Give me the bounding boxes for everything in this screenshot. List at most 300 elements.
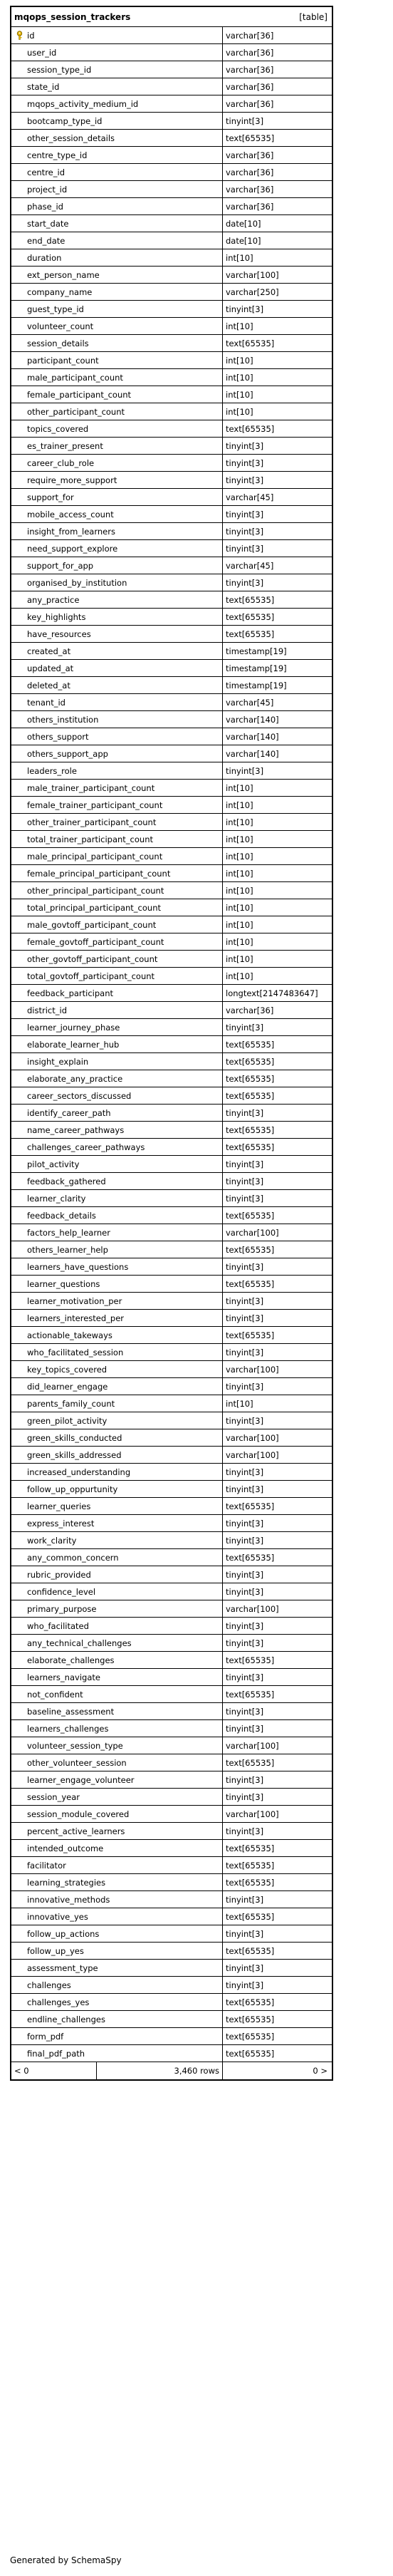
column-name: total_principal_participant_count <box>27 902 162 913</box>
table-header <box>11 7 332 27</box>
column-type: varchar[36] <box>226 47 274 58</box>
column-type: tinyint[3] <box>226 1107 264 1118</box>
table-row <box>11 1891 332 1908</box>
column-name: green_pilot_activity <box>27 1415 108 1426</box>
column-type: text[65535] <box>226 1056 275 1067</box>
column-name-cell <box>11 1036 223 1052</box>
column-type: text[65535] <box>226 1142 275 1152</box>
table-row <box>11 1737 332 1754</box>
column-list <box>11 27 332 2062</box>
table-row <box>11 1447 332 1464</box>
column-name: learner_clarity <box>27 1193 86 1204</box>
table-row <box>11 420 332 438</box>
column-name-cell <box>11 369 223 386</box>
column-type: tinyint[3] <box>226 1962 264 1973</box>
table-row <box>11 130 332 147</box>
column-name: other_principal_participant_count <box>27 885 164 896</box>
column-name: insight_explain <box>27 1056 89 1067</box>
column-name-cell <box>11 1276 223 1292</box>
column-name: volunteer_count <box>27 321 94 331</box>
column-name-cell <box>11 1566 223 1583</box>
table-row <box>11 711 332 728</box>
table-row <box>11 523 332 540</box>
table-row <box>11 1618 332 1635</box>
column-type: text[65535] <box>226 2031 275 2042</box>
column-type: int[10] <box>226 355 253 366</box>
column-name: es_trainer_present <box>27 440 103 451</box>
column-type: text[65535] <box>226 1997 275 2007</box>
table-row <box>11 1361 332 1378</box>
column-type: text[65535] <box>226 1945 275 1956</box>
table-row <box>11 745 332 762</box>
column-name: baseline_assessment <box>27 1706 115 1717</box>
column-name-cell <box>11 2011 223 2027</box>
table-row <box>11 1122 332 1139</box>
table-row <box>11 27 332 44</box>
column-name: parents_family_count <box>27 1398 115 1409</box>
column-type: tinyint[3] <box>226 1176 264 1186</box>
column-name-cell <box>11 1720 223 1737</box>
table-row <box>11 95 332 113</box>
table-kind: [table] <box>299 11 328 22</box>
column-name-cell <box>11 1806 223 1822</box>
column-type: tinyint[3] <box>226 1620 264 1631</box>
table-row <box>11 1207 332 1224</box>
column-name-cell <box>11 44 223 61</box>
column-name: elaborate_learner_hub <box>27 1039 120 1050</box>
column-name: feedback_participant <box>27 988 114 998</box>
column-name-cell <box>11 1464 223 1480</box>
table-row <box>11 352 332 369</box>
column-type: int[10] <box>226 971 253 981</box>
column-name: insight_from_learners <box>27 526 115 537</box>
column-name-cell <box>11 1447 223 1463</box>
table-row <box>11 831 332 848</box>
column-type: tinyint[3] <box>226 1774 264 1785</box>
column-type: varchar[45] <box>226 492 274 502</box>
column-name: total_trainer_participant_count <box>27 834 154 844</box>
column-type: text[65535] <box>226 133 275 143</box>
column-type: timestamp[19] <box>226 646 287 656</box>
column-type: tinyint[3] <box>226 1193 264 1204</box>
column-name: actionable_takeways <box>27 1330 112 1340</box>
column-name: other_participant_count <box>27 406 125 417</box>
column-type: tinyint[3] <box>226 1791 264 1802</box>
column-type: text[65535] <box>226 629 275 639</box>
column-name-cell <box>11 198 223 214</box>
column-name-cell <box>11 814 223 830</box>
table-row <box>11 2028 332 2045</box>
column-type: text[65535] <box>226 594 275 605</box>
table-row <box>11 1686 332 1703</box>
table-row <box>11 557 332 574</box>
column-name: company_name <box>27 286 93 297</box>
table-row <box>11 1224 332 1241</box>
table-row <box>11 369 332 386</box>
column-name: female_govtoff_participant_count <box>27 936 164 947</box>
column-type: tinyint[3] <box>226 1518 264 1528</box>
table-footer <box>11 2062 332 2079</box>
column-name-cell <box>11 1156 223 1172</box>
column-name-cell <box>11 1549 223 1566</box>
column-name: state_id <box>27 81 60 92</box>
table-row <box>11 2045 332 2062</box>
column-name-cell <box>11 1361 223 1377</box>
column-name: other_volunteer_session <box>27 1757 127 1768</box>
column-type: int[10] <box>226 372 253 383</box>
column-name: green_skills_conducted <box>27 1432 122 1443</box>
column-name: innovative_yes <box>27 1911 88 1922</box>
table-row <box>11 1908 332 1925</box>
table-row <box>11 1464 332 1481</box>
table-row <box>11 1583 332 1600</box>
column-name-cell <box>11 865 223 881</box>
table-row <box>11 198 332 215</box>
column-name-cell <box>11 318 223 334</box>
column-name-cell <box>11 1105 223 1121</box>
table-row <box>11 1806 332 1823</box>
column-name-cell <box>11 249 223 266</box>
table-row <box>11 335 332 352</box>
column-name-cell <box>11 1498 223 1514</box>
column-type: varchar[36] <box>226 81 274 92</box>
table-row <box>11 318 332 335</box>
column-name: assessment_type <box>27 1962 98 1973</box>
column-name-cell <box>11 1190 223 1206</box>
table-row <box>11 1156 332 1173</box>
table-row <box>11 1002 332 1019</box>
table-row <box>11 2011 332 2028</box>
column-name-cell <box>11 1771 223 1788</box>
column-name: follow_up_oppurtunity <box>27 1484 118 1494</box>
column-name: career_sectors_discussed <box>27 1090 132 1101</box>
column-name: male_principal_participant_count <box>27 851 163 862</box>
column-name-cell <box>11 745 223 762</box>
table-row <box>11 249 332 267</box>
table-row <box>11 403 332 420</box>
column-type: int[10] <box>226 902 253 913</box>
column-name-cell <box>11 660 223 676</box>
column-name: need_support_explore <box>27 543 118 554</box>
column-type: tinyint[3] <box>226 1381 264 1392</box>
table-row <box>11 626 332 643</box>
column-type: int[10] <box>226 389 253 400</box>
table-row <box>11 1515 332 1532</box>
column-name-cell <box>11 711 223 728</box>
column-name: female_principal_participant_count <box>27 868 171 879</box>
column-name: increased_understanding <box>27 1467 131 1477</box>
column-type: tinyint[3] <box>226 543 264 554</box>
column-name-cell <box>11 1908 223 1925</box>
column-name: other_govtoff_participant_count <box>27 953 158 964</box>
column-type: varchar[100] <box>226 1603 279 1614</box>
column-name-cell <box>11 1635 223 1651</box>
column-name-cell <box>11 557 223 574</box>
column-name: feedback_gathered <box>27 1176 106 1186</box>
table-row <box>11 1703 332 1720</box>
column-type: date[10] <box>226 235 261 246</box>
column-type: text[65535] <box>226 1689 275 1700</box>
column-name-cell <box>11 831 223 847</box>
column-name: male_govtoff_participant_count <box>27 919 157 930</box>
table-row <box>11 215 332 232</box>
column-name-cell <box>11 1840 223 1856</box>
column-name: learner_engage_volunteer <box>27 1774 135 1785</box>
column-type: varchar[100] <box>226 269 279 280</box>
column-name: tenant_id <box>27 697 66 708</box>
table-box <box>10 6 333 2081</box>
column-name-cell <box>11 1618 223 1634</box>
column-type: tinyint[3] <box>226 1826 264 1836</box>
column-name: female_trainer_participant_count <box>27 800 163 810</box>
column-type: int[10] <box>226 834 253 844</box>
table-row <box>11 1190 332 1207</box>
column-name-cell <box>11 1122 223 1138</box>
column-name-cell <box>11 1857 223 1873</box>
column-name: any_technical_challenges <box>27 1638 132 1648</box>
column-type: tinyint[3] <box>226 1295 264 1306</box>
table-row <box>11 1771 332 1789</box>
table-row <box>11 1994 332 2011</box>
table-row <box>11 1429 332 1447</box>
column-name-cell <box>11 762 223 779</box>
column-type: varchar[36] <box>226 184 274 195</box>
column-name: any_common_concern <box>27 1552 119 1563</box>
column-name: pilot_activity <box>27 1159 80 1169</box>
column-type: tinyint[3] <box>226 1415 264 1426</box>
column-name-cell <box>11 848 223 864</box>
column-name-cell <box>11 1515 223 1531</box>
column-name-cell <box>11 1293 223 1309</box>
column-name-cell <box>11 1053 223 1070</box>
column-name-cell <box>11 1874 223 1890</box>
table-row <box>11 609 332 626</box>
column-name: total_govtoff_participant_count <box>27 971 155 981</box>
column-type: tinyint[3] <box>226 1535 264 1546</box>
table-row <box>11 677 332 694</box>
table-row <box>11 814 332 831</box>
column-name-cell <box>11 523 223 539</box>
column-name: learning_strategies <box>27 1877 106 1888</box>
column-name: challenges_career_pathways <box>27 1142 145 1152</box>
table-row <box>11 1789 332 1806</box>
column-name: support_for_app <box>27 560 94 571</box>
column-type: text[65535] <box>226 1244 275 1255</box>
table-row <box>11 1925 332 1943</box>
table-row <box>11 113 332 130</box>
column-name: others_institution <box>27 714 99 725</box>
table-row <box>11 797 332 814</box>
column-name: who_facilitated_session <box>27 1347 124 1357</box>
column-name-cell <box>11 1087 223 1104</box>
table-row <box>11 1498 332 1515</box>
column-name: project_id <box>27 184 68 195</box>
column-name: created_at <box>27 646 71 656</box>
column-name-cell <box>11 1891 223 1908</box>
column-type: varchar[140] <box>226 714 279 725</box>
column-name-cell <box>11 1327 223 1343</box>
table-row <box>11 1720 332 1737</box>
table-row <box>11 1481 332 1498</box>
column-name-cell <box>11 1669 223 1685</box>
column-type: text[65535] <box>226 338 275 348</box>
column-name: updated_at <box>27 663 74 673</box>
column-type: text[65535] <box>226 1073 275 1084</box>
table-row <box>11 61 332 78</box>
column-type: varchar[36] <box>226 30 274 41</box>
table-row <box>11 1395 332 1412</box>
column-name: deleted_at <box>27 680 70 690</box>
table-row <box>11 591 332 609</box>
column-type: int[10] <box>226 885 253 896</box>
column-type: tinyint[3] <box>226 1928 264 1939</box>
column-type: varchar[45] <box>226 697 274 708</box>
column-name: centre_type_id <box>27 150 88 160</box>
table-row <box>11 1823 332 1840</box>
table-row <box>11 1754 332 1771</box>
column-name-cell <box>11 472 223 488</box>
column-name-cell <box>11 164 223 180</box>
table-row <box>11 882 332 899</box>
column-name-cell <box>11 916 223 933</box>
column-name-cell <box>11 147 223 163</box>
column-type: tinyint[3] <box>226 440 264 451</box>
column-name-cell <box>11 591 223 608</box>
column-name-cell <box>11 780 223 796</box>
table-row <box>11 660 332 677</box>
table-row <box>11 455 332 472</box>
column-name-cell <box>11 232 223 249</box>
column-name: end_date <box>27 235 66 246</box>
column-name: name_career_pathways <box>27 1124 125 1135</box>
column-name: session_module_covered <box>27 1809 130 1819</box>
column-name: challenges <box>27 1980 71 1990</box>
column-name-cell <box>11 951 223 967</box>
column-name: learner_motivation_per <box>27 1295 122 1306</box>
column-type: tinyint[3] <box>226 1467 264 1477</box>
column-type: text[65535] <box>226 1860 275 1871</box>
column-name-cell <box>11 694 223 710</box>
column-type: varchar[100] <box>226 1449 279 1460</box>
table-row <box>11 44 332 61</box>
column-name-cell <box>11 1429 223 1446</box>
column-name: other_trainer_participant_count <box>27 817 157 827</box>
table-row <box>11 1053 332 1070</box>
column-name-cell <box>11 1703 223 1719</box>
table-row <box>11 1857 332 1874</box>
column-name: others_learner_help <box>27 1244 108 1255</box>
column-name: primary_purpose <box>27 1603 97 1614</box>
column-name-cell <box>11 574 223 591</box>
column-name: start_date <box>27 218 69 229</box>
table-row <box>11 1378 332 1395</box>
generator-credit: Generated by SchemaSpy <box>10 2555 122 2565</box>
column-type: text[65535] <box>226 1877 275 1888</box>
column-type: text[65535] <box>226 611 275 622</box>
column-type: int[10] <box>226 406 253 417</box>
column-name: others_support_app <box>27 748 108 759</box>
column-name-cell <box>11 1002 223 1018</box>
column-name-cell <box>11 1977 223 1993</box>
column-name: percent_active_learners <box>27 1826 125 1836</box>
column-name: bootcamp_type_id <box>27 115 103 126</box>
table-row <box>11 968 332 985</box>
column-type: varchar[36] <box>226 150 274 160</box>
column-name: green_skills_addressed <box>27 1449 122 1460</box>
column-name: participant_count <box>27 355 99 366</box>
column-type: text[65535] <box>226 1843 275 1853</box>
column-type: int[10] <box>226 851 253 862</box>
column-name-cell <box>11 438 223 454</box>
column-name: other_session_details <box>27 133 115 143</box>
column-type: varchar[140] <box>226 748 279 759</box>
column-type: text[65535] <box>226 1210 275 1221</box>
column-name-cell <box>11 1686 223 1702</box>
column-name: learners_interested_per <box>27 1313 125 1323</box>
column-name: key_topics_covered <box>27 1364 108 1375</box>
column-name-cell <box>11 797 223 813</box>
column-type: longtext[2147483647] <box>226 988 318 998</box>
column-type: tinyint[3] <box>226 1894 264 1905</box>
column-name-cell <box>11 677 223 693</box>
column-type: text[65535] <box>226 1330 275 1340</box>
column-name-cell <box>11 420 223 437</box>
column-name: guest_type_id <box>27 304 84 314</box>
table-row <box>11 147 332 164</box>
column-name-cell <box>11 2045 223 2062</box>
column-name: feedback_details <box>27 1210 96 1221</box>
column-type: text[65535] <box>226 2048 275 2059</box>
column-name: support_for <box>27 492 74 502</box>
column-type: int[10] <box>226 817 253 827</box>
column-name: not_confident <box>27 1689 83 1700</box>
column-type: text[65535] <box>226 1655 275 1665</box>
column-name: learner_journey_phase <box>27 1022 120 1033</box>
column-name: learners_navigate <box>27 1672 100 1682</box>
column-name-cell <box>11 352 223 368</box>
column-type: text[65535] <box>226 1757 275 1768</box>
column-type: date[10] <box>226 218 261 229</box>
column-type: int[10] <box>226 919 253 930</box>
row-count: 3,460 rows <box>97 2062 223 2079</box>
column-type: tinyint[3] <box>226 1980 264 1990</box>
column-name-cell <box>11 626 223 642</box>
column-name-cell <box>11 985 223 1001</box>
column-name-cell <box>11 1960 223 1976</box>
column-name: female_participant_count <box>27 389 132 400</box>
column-name-cell <box>11 1207 223 1224</box>
table-name: mqops_session_trackers <box>14 11 131 22</box>
column-name-cell <box>11 335 223 351</box>
table-row <box>11 472 332 489</box>
column-name-cell <box>11 455 223 471</box>
column-name-cell <box>11 489 223 505</box>
table-row <box>11 1139 332 1156</box>
column-type: tinyint[3] <box>226 509 264 519</box>
column-name-cell <box>11 1754 223 1771</box>
column-name: work_clarity <box>27 1535 77 1546</box>
column-name: any_practice <box>27 594 80 605</box>
table-row <box>11 489 332 506</box>
column-name-cell <box>11 1943 223 1959</box>
table-row <box>11 1310 332 1327</box>
column-name-cell <box>11 643 223 659</box>
column-name: facilitator <box>27 1860 66 1871</box>
column-type: timestamp[19] <box>226 663 287 673</box>
column-type: tinyint[3] <box>226 457 264 468</box>
table-row <box>11 78 332 95</box>
column-name-cell <box>11 61 223 78</box>
